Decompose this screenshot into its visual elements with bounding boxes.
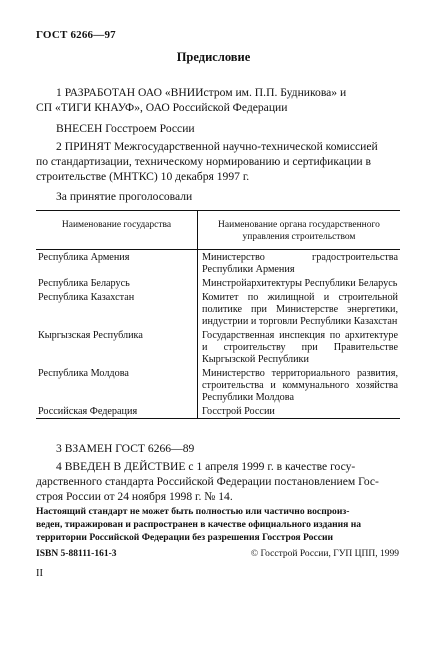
authority-cell: Министерство градостроительства Республики Армения [202,252,398,275]
state-cell: Кыргызская Республика [36,328,198,366]
authority-cell: Госстрой России [198,404,401,419]
paragraph-adopted-by [36,139,400,184]
state-cell: Республика Молдова [36,366,198,404]
text-line: 2 ПРИНЯТ Межгосударственной научно-технической комиссией [56,140,378,153]
authority-cell: Министерство территориального развития, строительства и коммунального хозяйства Республики Молдова [202,368,398,403]
text-line: строительстве (МНТКС) 10 декабря 1997 г. [36,170,250,183]
text-line: строя России от 24 ноября 1998 г. № 14. [36,490,233,503]
text-line: по стандартизации, техническому нормированию и сертификации в [36,155,371,168]
section-title: Предисловие [176,50,251,64]
paragraph-introduced-by [36,121,400,136]
table-row [36,328,400,366]
table-row [36,404,400,419]
paragraph-voted-for [36,189,400,204]
column-header-authority: Наименование органа государственного управления строительством [198,211,401,250]
authority-cell: Государственная инспекция по архитектуре и строительству при Правительстве Кыргызской Республики [202,330,398,365]
copyright-line: © Госстрой России, ГУП ЦПП, 1999 [250,549,399,559]
text-line: веден, тиражирован и распространен в качестве официального издания на [36,519,362,530]
paragraph-developed-by [36,85,400,115]
table-row [36,290,400,328]
text-line: ВНЕСЕН Госстроем России [56,122,195,135]
text-line: территории Российской Федерации без разрешения Госстроя России [36,532,334,543]
state-cell: Республика Беларусь [36,276,198,290]
table-header-row [36,211,400,250]
voting-states-table [36,210,400,419]
text-line: дарственного стандарта Российской Федерации постановлением Гос- [36,475,379,488]
text-line: За принятие проголосовали [56,190,193,203]
isbn: ISBN 5-88111-161-3 [36,549,117,559]
table-row [36,366,400,404]
table-row [36,276,400,290]
paragraph-replaces [36,441,400,456]
authority-cell: Минстройархитектуры Республики Беларусь [202,278,398,289]
state-cell: Республика Казахстан [36,290,198,328]
paragraph-effective-date [36,459,400,504]
page-number: II [36,568,43,579]
column-header-state: Наименование государства [36,211,198,250]
text-line: 4 ВВЕДЕН В ДЕЙСТВИЕ с 1 апреля 1999 г. в качестве госу- [56,460,356,473]
authority-cell: Комитет по жилищной и строительной политике при Министерстве энергетики, индустрии и торговли Республики Казахстан [202,292,398,327]
text-line: СП «ТИГИ КНАУФ», ОАО Российской Федерации [36,101,288,114]
copyright-notice [36,505,400,544]
state-cell: Российская Федерация [36,404,198,419]
text-line: Настоящий стандарт не может быть полностью или частично воспроиз- [36,506,350,517]
text-line: 1 РАЗРАБОТАН ОАО «ВНИИстром им. П.П. Будникова» и [56,86,347,99]
document-code: ГОСТ 6266—97 [36,29,116,41]
state-cell: Республика Армения [36,250,198,277]
text-line: 3 ВЗАМЕН ГОСТ 6266—89 [56,442,195,455]
table-row [36,250,400,277]
